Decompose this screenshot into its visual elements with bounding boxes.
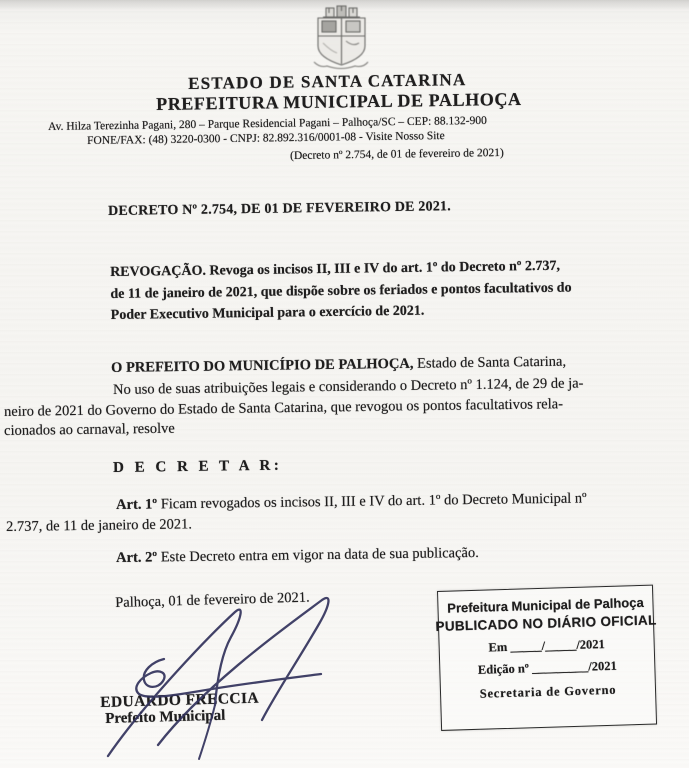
article-2-text: Este Decreto entra em vigor na data de sua publicação.: [157, 544, 479, 566]
signatory-role: Prefeito Municipal: [105, 707, 226, 727]
article-2-label: Art. 2º: [116, 549, 158, 566]
signatory-name: EDUARDO FRECCIA: [100, 689, 260, 711]
stamp-org-line: Prefeitura Municipal de Palhoça: [447, 594, 644, 616]
summary-line: REVOGAÇÃO. Revoga os incisos II, III e IV do art. 1º do Decreto nº 2.737,: [110, 258, 561, 280]
letterhead-address: Av. Hilza Terezinha Pagani, 280 – Parque Residencial Pagani – Palhoça/SC – CEP: 88.132-900: [48, 114, 487, 133]
stamp-date-blank: Em _____/_____/2021: [488, 637, 606, 655]
article-1-line: [116, 490, 587, 514]
letterhead-state: ESTADO DE SANTA CATARINA: [188, 70, 467, 93]
letterhead-contact: FONE/FAX: (48) 3220-0300 - CNPJ: 82.892.316/0001-08 - Visite Nosso Site: [87, 130, 445, 147]
considerations-line: No uso de suas atribuições legais e considerando o Decreto nº 1.124, de 29 de ja-: [113, 375, 584, 398]
decree-summary: [110, 256, 572, 327]
decree-enactment-word: D E C R E T A R:: [113, 457, 283, 476]
considerations-line: neiro de 2021 do Governo do Estado de Santa Catarina, que revogou os pontos facultativos rela-: [4, 396, 564, 420]
stamp-footer: Secretaria de Governo: [479, 682, 617, 701]
dateline: Palhoça, 01 de fevereiro de 2021.: [115, 589, 310, 611]
summary-line: de 11 de janeiro de 2021, que dispõe sobre os feriados e pontos facultativos do: [110, 280, 572, 302]
considerations-line: cionados ao carnaval, resolve: [4, 420, 175, 439]
palhoca-coat-of-arms-icon: [306, 5, 376, 71]
letterhead-municipality: PREFEITURA MUNICIPAL DE PALHOÇA: [156, 88, 522, 114]
publication-stamp: [437, 585, 657, 731]
decree-title: DECRETO Nº 2.754, DE 01 DE FEVEREIRO DE 2021.: [108, 199, 451, 219]
decree-reference-note: (Decreto nº 2.754, de 01 de fevereiro de 2021): [290, 147, 504, 162]
article-1-line: 2.737, de 11 de janeiro de 2021.: [6, 516, 193, 535]
preamble-rest: Estado de Santa Catarina,: [413, 353, 567, 372]
article-1-label: Art. 1º: [116, 496, 158, 513]
summary-line: Poder Executivo Municipal para o exercício de 2021.: [110, 303, 425, 323]
article-2-line: [116, 545, 479, 567]
stamp-title-line: PUBLICADO NO DIÁRIO OFICIAL: [435, 612, 657, 635]
preamble-authority: O PREFEITO DO MUNICÍPIO DE PALHOÇA,: [111, 355, 414, 376]
preamble-line: [111, 354, 566, 377]
stamp-edition-blank: Edição nº _________/2021: [477, 658, 617, 677]
article-1-text: Ficam revogados os incisos II, III e IV do art. 1º do Decreto Municipal nº: [157, 490, 587, 513]
